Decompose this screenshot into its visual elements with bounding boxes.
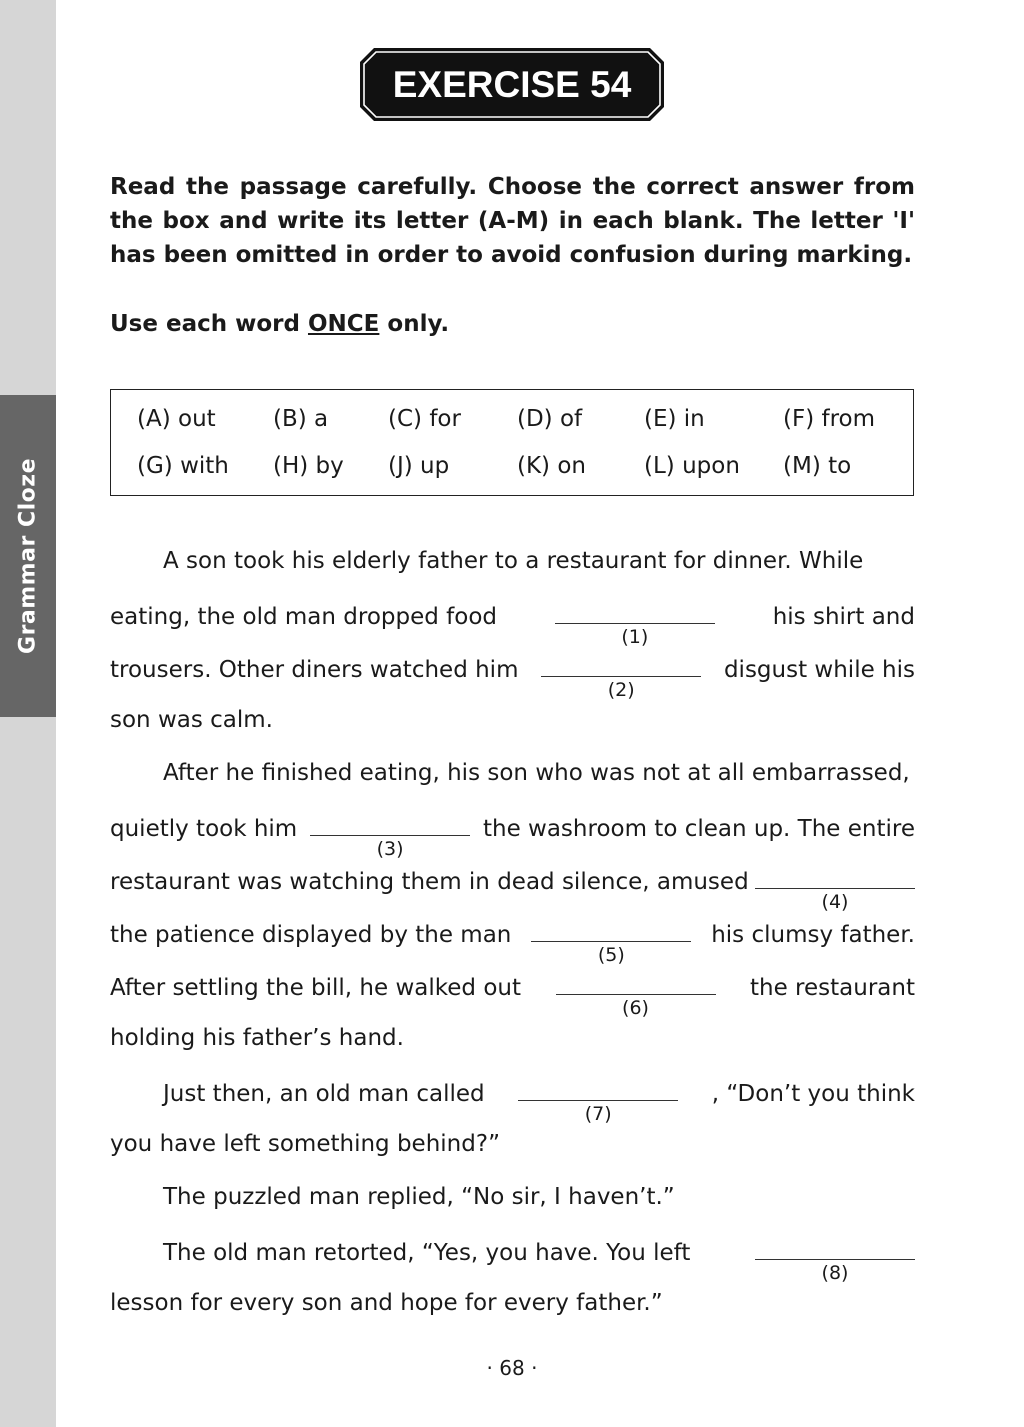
use-once-instruction: Use each word ONCE only. (110, 311, 450, 337)
passage-line: son was calm. (110, 707, 273, 733)
word-option: (H) by (273, 453, 344, 479)
passage-line: The puzzled man replied, “No sir, I haven’t.” (163, 1184, 675, 1210)
passage-line: quietly took him (3) the washroom to clean up. The entire (110, 811, 915, 844)
blank-7[interactable] (518, 1076, 678, 1125)
passage-line: the patience displayed by the man (5) his clumsy father. (110, 917, 915, 950)
blank-1[interactable] (555, 599, 715, 648)
blank-number: (6) (622, 997, 649, 1019)
page-number: · 68 · (486, 1356, 538, 1380)
passage-line: After settling the bill, he walked out (6) the restaurant (110, 970, 915, 1003)
word-option: (G) with (137, 453, 229, 479)
passage-line: A son took his elderly father to a restaurant for dinner. While (163, 548, 864, 574)
blank-number: (2) (607, 679, 635, 701)
passage-line: trousers. Other diners watched him (2) disgust while his (110, 652, 915, 685)
section-tab (0, 395, 56, 717)
word-option: (K) on (517, 453, 586, 479)
passage-line: After he finished eating, his son who was not at all embarrassed, (163, 760, 910, 786)
blank-4[interactable] (755, 864, 915, 913)
blank-6[interactable] (556, 970, 716, 1019)
word-bank (110, 389, 914, 496)
blank-2[interactable] (541, 652, 701, 701)
exercise-title: EXERCISE 54 (392, 64, 632, 105)
word-option: (C) for (388, 406, 461, 432)
section-tab-label: Grammar Cloze (15, 458, 41, 654)
passage-line: lesson for every son and hope for every father.” (110, 1290, 663, 1316)
blank-number: (7) (584, 1103, 612, 1125)
word-option: (D) of (517, 406, 583, 432)
blank-number: (1) (621, 626, 649, 648)
word-option: (M) to (783, 453, 852, 479)
blank-3[interactable] (310, 811, 470, 860)
blank-5[interactable] (531, 917, 691, 966)
blank-8[interactable] (755, 1235, 915, 1284)
word-option: (A) out (137, 406, 216, 432)
passage-line: The old man retorted, “Yes, you have. You left (8) (163, 1235, 915, 1268)
word-option: (L) upon (644, 453, 740, 479)
word-option: (J) up (388, 453, 450, 479)
instructions-text: Read the passage carefully. Choose the correct answer from the box and write its letter (A-M) in each blank. The letter 'I' has been omitted in order to avoid confusion during marking. (110, 174, 915, 268)
blank-number: (8) (821, 1262, 849, 1284)
exercise-title-plate (360, 48, 664, 121)
blank-number: (4) (821, 891, 849, 913)
passage-line: eating, the old man dropped food (1) his shirt and (110, 599, 915, 632)
word-option: (E) in (644, 406, 705, 432)
blank-number: (3) (376, 838, 404, 860)
passage-line: you have left something behind?” (110, 1131, 500, 1157)
blank-number: (5) (597, 944, 625, 966)
word-option: (F) from (783, 406, 876, 432)
word-option: (B) a (273, 406, 329, 432)
passage-line: restaurant was watching them in dead silence, amused (4) (110, 864, 915, 897)
passage-line: holding his father’s hand. (110, 1025, 404, 1051)
passage-line: Just then, an old man called (7) , “Don’t you think (163, 1076, 915, 1109)
